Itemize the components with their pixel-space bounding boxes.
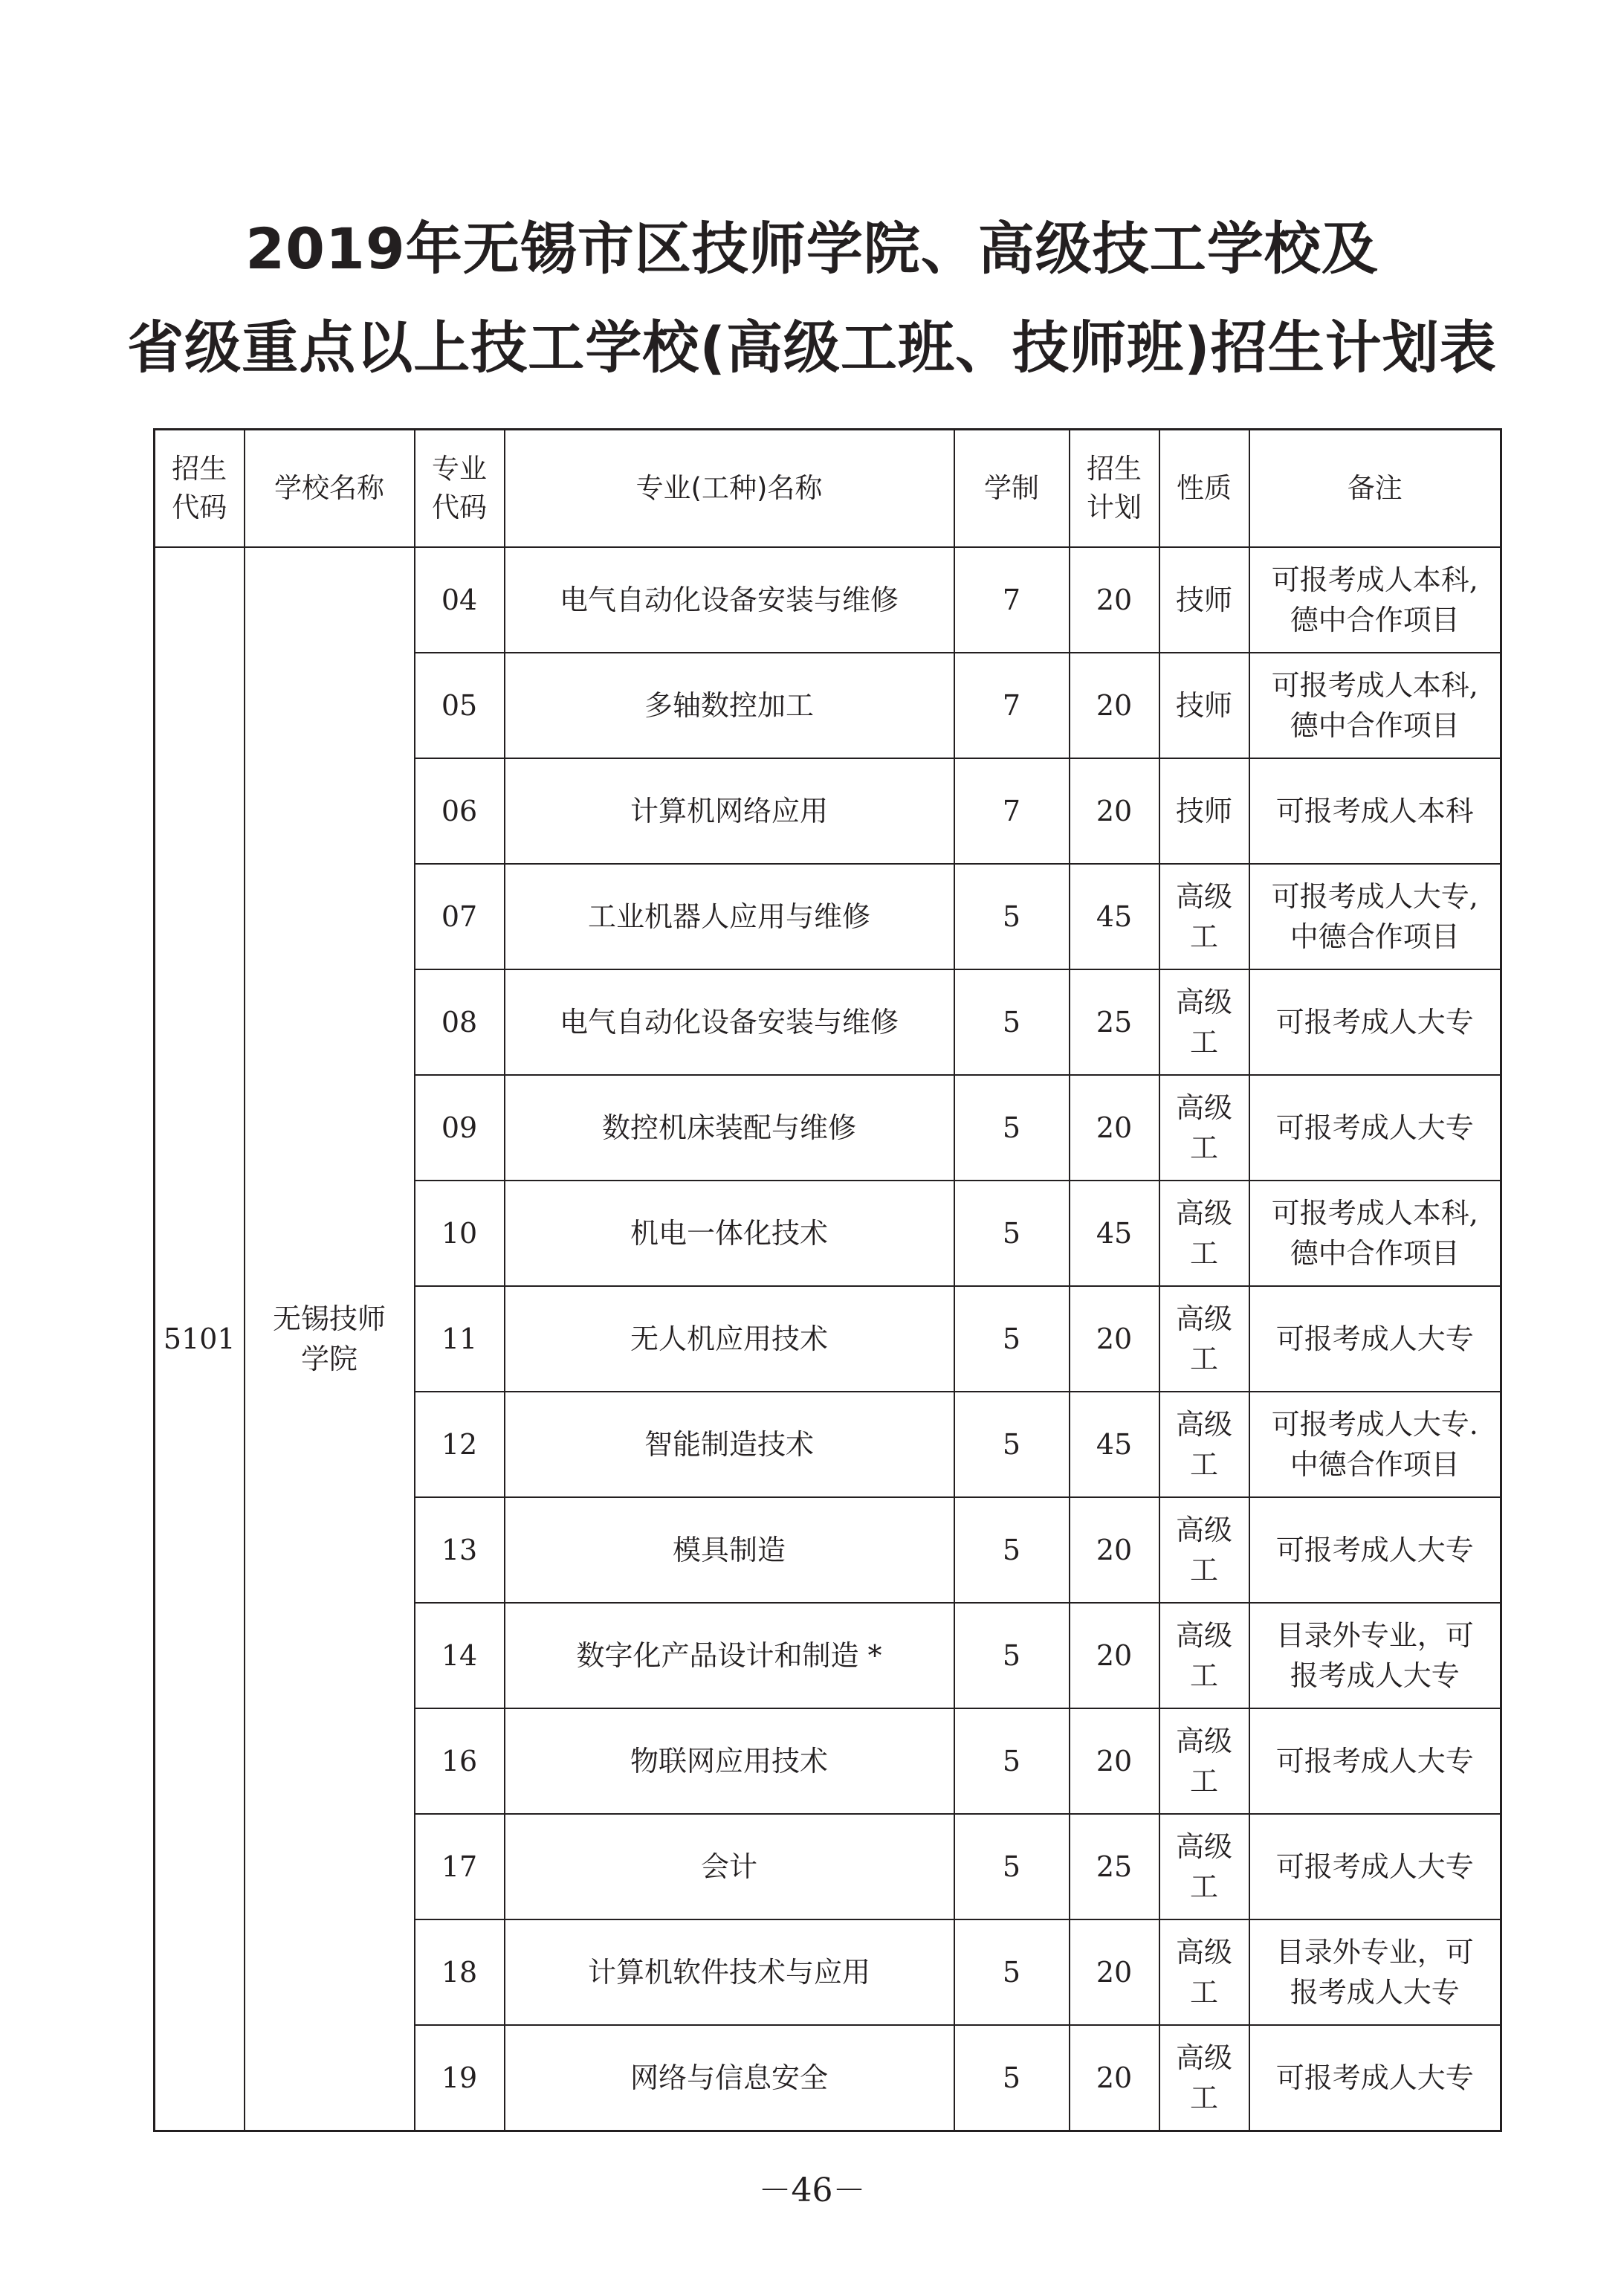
- plan-count-cell: 20: [1070, 1708, 1159, 1814]
- header-remark: 备注: [1249, 430, 1501, 548]
- major-code-cell: 17: [415, 1814, 505, 1919]
- major-name-cell: 网络与信息安全: [505, 2025, 954, 2131]
- duration-cell: 5: [954, 1075, 1070, 1181]
- plan-count-cell: 45: [1070, 1392, 1159, 1497]
- type-cell: 高级 工: [1159, 1181, 1249, 1286]
- type-cell: 技师: [1159, 758, 1249, 864]
- duration-cell: 5: [954, 1603, 1070, 1708]
- major-name-cell: 无人机应用技术: [505, 1286, 954, 1392]
- duration-cell: 5: [954, 1181, 1070, 1286]
- remark-cell: 可报考成人本科, 德中合作项目: [1249, 547, 1501, 653]
- remark-cell: 可报考成人大专: [1249, 969, 1501, 1075]
- header-type: 性质: [1159, 430, 1249, 548]
- major-name-cell: 计算机网络应用: [505, 758, 954, 864]
- school-enroll-code-cell: 5101: [155, 547, 245, 2131]
- major-name-cell: 会计: [505, 1814, 954, 1919]
- type-cell: 技师: [1159, 653, 1249, 758]
- remark-cell: 目录外专业，可 报考成人大专: [1249, 1919, 1501, 2025]
- header-school-name: 学校名称: [245, 430, 415, 548]
- table-row: [155, 547, 1501, 653]
- duration-cell: 7: [954, 758, 1070, 864]
- header-enroll-code: 招生 代码: [155, 430, 245, 548]
- table-header-row: [155, 430, 1501, 548]
- major-code-cell: 11: [415, 1286, 505, 1392]
- duration-cell: 5: [954, 1919, 1070, 2025]
- remark-cell: 可报考成人本科, 德中合作项目: [1249, 1181, 1501, 1286]
- plan-count-cell: 20: [1070, 758, 1159, 864]
- header-plan: 招生 计划: [1070, 430, 1159, 548]
- major-name-cell: 数控机床装配与维修: [505, 1075, 954, 1181]
- type-cell: 高级 工: [1159, 2025, 1249, 2131]
- remark-cell: 可报考成人大专: [1249, 1075, 1501, 1181]
- duration-cell: 7: [954, 653, 1070, 758]
- major-name-cell: 电气自动化设备安装与维修: [505, 969, 954, 1075]
- type-cell: 高级 工: [1159, 1075, 1249, 1181]
- school-name-cell: 无锡技师 学院: [245, 547, 415, 2131]
- enrollment-plan-table: [153, 428, 1502, 2132]
- major-code-cell: 05: [415, 653, 505, 758]
- plan-count-cell: 45: [1070, 1181, 1159, 1286]
- major-code-cell: 12: [415, 1392, 505, 1497]
- duration-cell: 5: [954, 2025, 1070, 2131]
- page-number: －46－: [758, 2171, 866, 2209]
- type-cell: 高级 工: [1159, 1392, 1249, 1497]
- major-code-cell: 04: [415, 547, 505, 653]
- header-duration: 学制: [954, 430, 1070, 548]
- major-code-cell: 16: [415, 1708, 505, 1814]
- major-name-cell: 智能制造技术: [505, 1392, 954, 1497]
- remark-cell: 可报考成人本科, 德中合作项目: [1249, 653, 1501, 758]
- type-cell: 高级 工: [1159, 1603, 1249, 1708]
- duration-cell: 5: [954, 864, 1070, 969]
- plan-count-cell: 20: [1070, 1075, 1159, 1181]
- plan-count-cell: 20: [1070, 547, 1159, 653]
- remark-cell: 可报考成人大专: [1249, 2025, 1501, 2131]
- plan-count-cell: 20: [1070, 1497, 1159, 1603]
- duration-cell: 5: [954, 1286, 1070, 1392]
- duration-cell: 5: [954, 969, 1070, 1075]
- major-code-cell: 14: [415, 1603, 505, 1708]
- remark-cell: 可报考成人大专: [1249, 1286, 1501, 1392]
- type-cell: 高级 工: [1159, 969, 1249, 1075]
- remark-cell: 目录外专业，可 报考成人大专: [1249, 1603, 1501, 1708]
- plan-count-cell: 20: [1070, 653, 1159, 758]
- major-name-cell: 多轴数控加工: [505, 653, 954, 758]
- type-cell: 高级 工: [1159, 1497, 1249, 1603]
- major-name-cell: 电气自动化设备安装与维修: [505, 547, 954, 653]
- type-cell: 技师: [1159, 547, 1249, 653]
- major-name-cell: 计算机软件技术与应用: [505, 1919, 954, 2025]
- type-cell: 高级 工: [1159, 864, 1249, 969]
- major-code-cell: 06: [415, 758, 505, 864]
- plan-count-cell: 45: [1070, 864, 1159, 969]
- duration-cell: 5: [954, 1814, 1070, 1919]
- major-code-cell: 19: [415, 2025, 505, 2131]
- header-major-name: 专业(工种)名称: [505, 430, 954, 548]
- page-title-line-1: 2019年无锡市区技师学院、高级技工学校及: [245, 216, 1379, 282]
- remark-cell: 可报考成人大专. 中德合作项目: [1249, 1392, 1501, 1497]
- header-major-code: 专业 代码: [415, 430, 505, 548]
- major-name-cell: 机电一体化技术: [505, 1181, 954, 1286]
- remark-cell: 可报考成人大专: [1249, 1814, 1501, 1919]
- major-code-cell: 10: [415, 1181, 505, 1286]
- page-title-line-2: 省级重点以上技工学校(高级工班、技师班)招生计划表: [127, 314, 1497, 381]
- plan-count-cell: 20: [1070, 1919, 1159, 2025]
- type-cell: 高级 工: [1159, 1286, 1249, 1392]
- plan-count-cell: 20: [1070, 1286, 1159, 1392]
- major-name-cell: 模具制造: [505, 1497, 954, 1603]
- plan-count-cell: 25: [1070, 1814, 1159, 1919]
- major-code-cell: 08: [415, 969, 505, 1075]
- major-code-cell: 13: [415, 1497, 505, 1603]
- duration-cell: 7: [954, 547, 1070, 653]
- type-cell: 高级 工: [1159, 1919, 1249, 2025]
- type-cell: 高级 工: [1159, 1708, 1249, 1814]
- plan-count-cell: 20: [1070, 1603, 1159, 1708]
- duration-cell: 5: [954, 1497, 1070, 1603]
- duration-cell: 5: [954, 1392, 1070, 1497]
- plan-count-cell: 25: [1070, 969, 1159, 1075]
- duration-cell: 5: [954, 1708, 1070, 1814]
- major-code-cell: 18: [415, 1919, 505, 2025]
- major-name-cell: 数字化产品设计和制造 *: [505, 1603, 954, 1708]
- remark-cell: 可报考成人大专: [1249, 1497, 1501, 1603]
- remark-cell: 可报考成人大专, 中德合作项目: [1249, 864, 1501, 969]
- major-code-cell: 09: [415, 1075, 505, 1181]
- major-code-cell: 07: [415, 864, 505, 969]
- major-name-cell: 工业机器人应用与维修: [505, 864, 954, 969]
- remark-cell: 可报考成人大专: [1249, 1708, 1501, 1814]
- major-name-cell: 物联网应用技术: [505, 1708, 954, 1814]
- plan-count-cell: 20: [1070, 2025, 1159, 2131]
- remark-cell: 可报考成人本科: [1249, 758, 1501, 864]
- type-cell: 高级 工: [1159, 1814, 1249, 1919]
